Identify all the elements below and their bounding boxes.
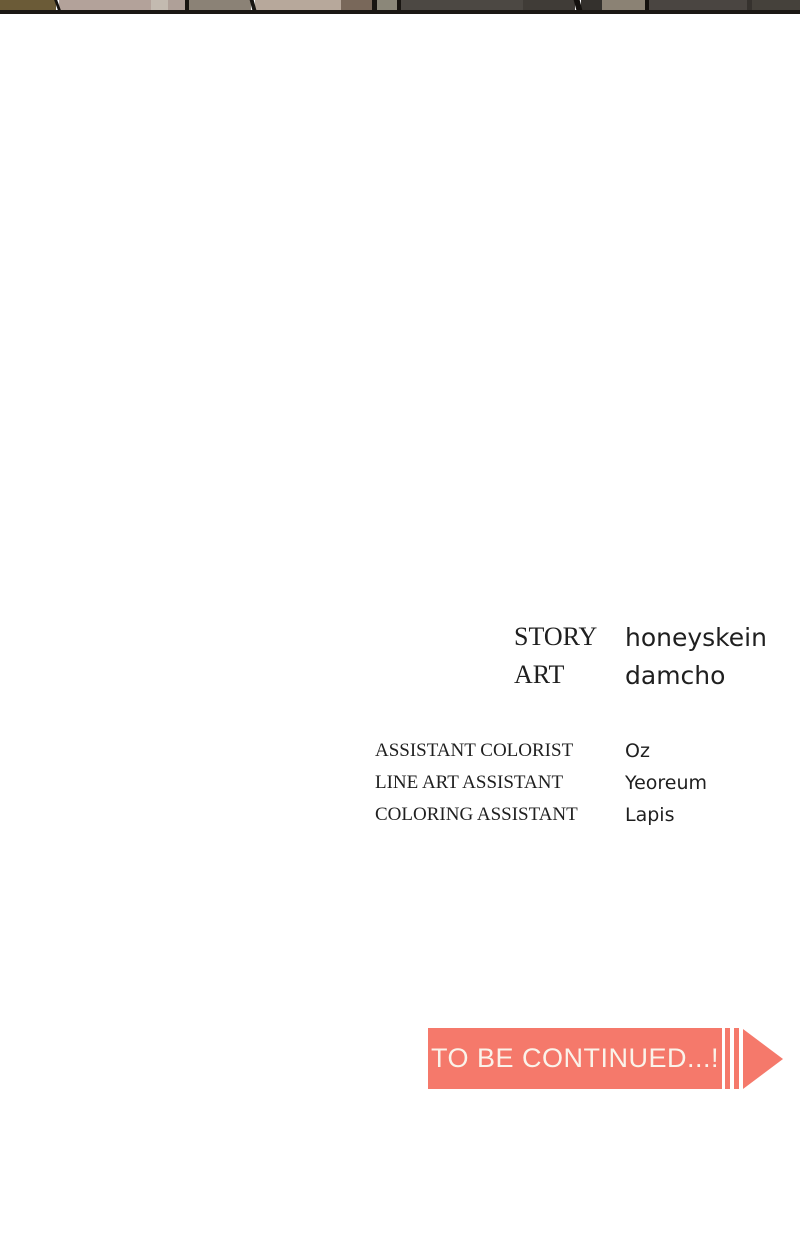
panel-fragment	[649, 0, 747, 10]
panel-fragment	[189, 0, 251, 10]
credit-label-assistant-colorist: ASSISTANT COLORIST	[375, 740, 574, 761]
panel-fragment	[168, 0, 185, 10]
credit-label-story: STORY	[514, 622, 598, 651]
comic-panel-strip-segments	[0, 0, 800, 10]
credit-value-art: damcho	[625, 660, 726, 690]
panel-fragment	[151, 0, 168, 10]
panel-fragment	[602, 0, 645, 10]
credit-label-line-art-assistant: LINE ART ASSISTANT	[375, 772, 564, 793]
panel-fragment	[401, 0, 523, 10]
panel-fragment	[752, 0, 800, 10]
comic-panel-strip	[0, 0, 800, 14]
to-be-continued-banner	[428, 1028, 783, 1089]
banner-stripe	[725, 1028, 730, 1089]
arrow-right-icon	[743, 1029, 783, 1089]
panel-fragment	[0, 0, 56, 10]
credit-label-art: ART	[514, 660, 565, 689]
panel-fragment	[377, 0, 397, 10]
panel-fragment	[581, 0, 602, 10]
credit-value-story: honeyskein	[625, 622, 767, 652]
credit-value-assistant-colorist: Oz	[625, 740, 650, 762]
panel-fragment	[255, 0, 341, 10]
credits-assistants	[375, 735, 707, 831]
to-be-continued-label: TO BE CONTINUED...!	[428, 1028, 722, 1089]
credit-label-coloring-assistant: COLORING ASSISTANT	[375, 804, 578, 825]
panel-border-bar	[0, 10, 800, 14]
panel-fragment	[523, 0, 575, 10]
credits-main	[514, 618, 767, 694]
credit-value-line-art-assistant: Yeoreum	[625, 772, 708, 794]
panel-fragment	[59, 0, 151, 10]
credit-value-coloring-assistant: Lapis	[625, 804, 675, 826]
banner-stripe	[734, 1028, 739, 1089]
panel-fragment	[341, 0, 372, 10]
